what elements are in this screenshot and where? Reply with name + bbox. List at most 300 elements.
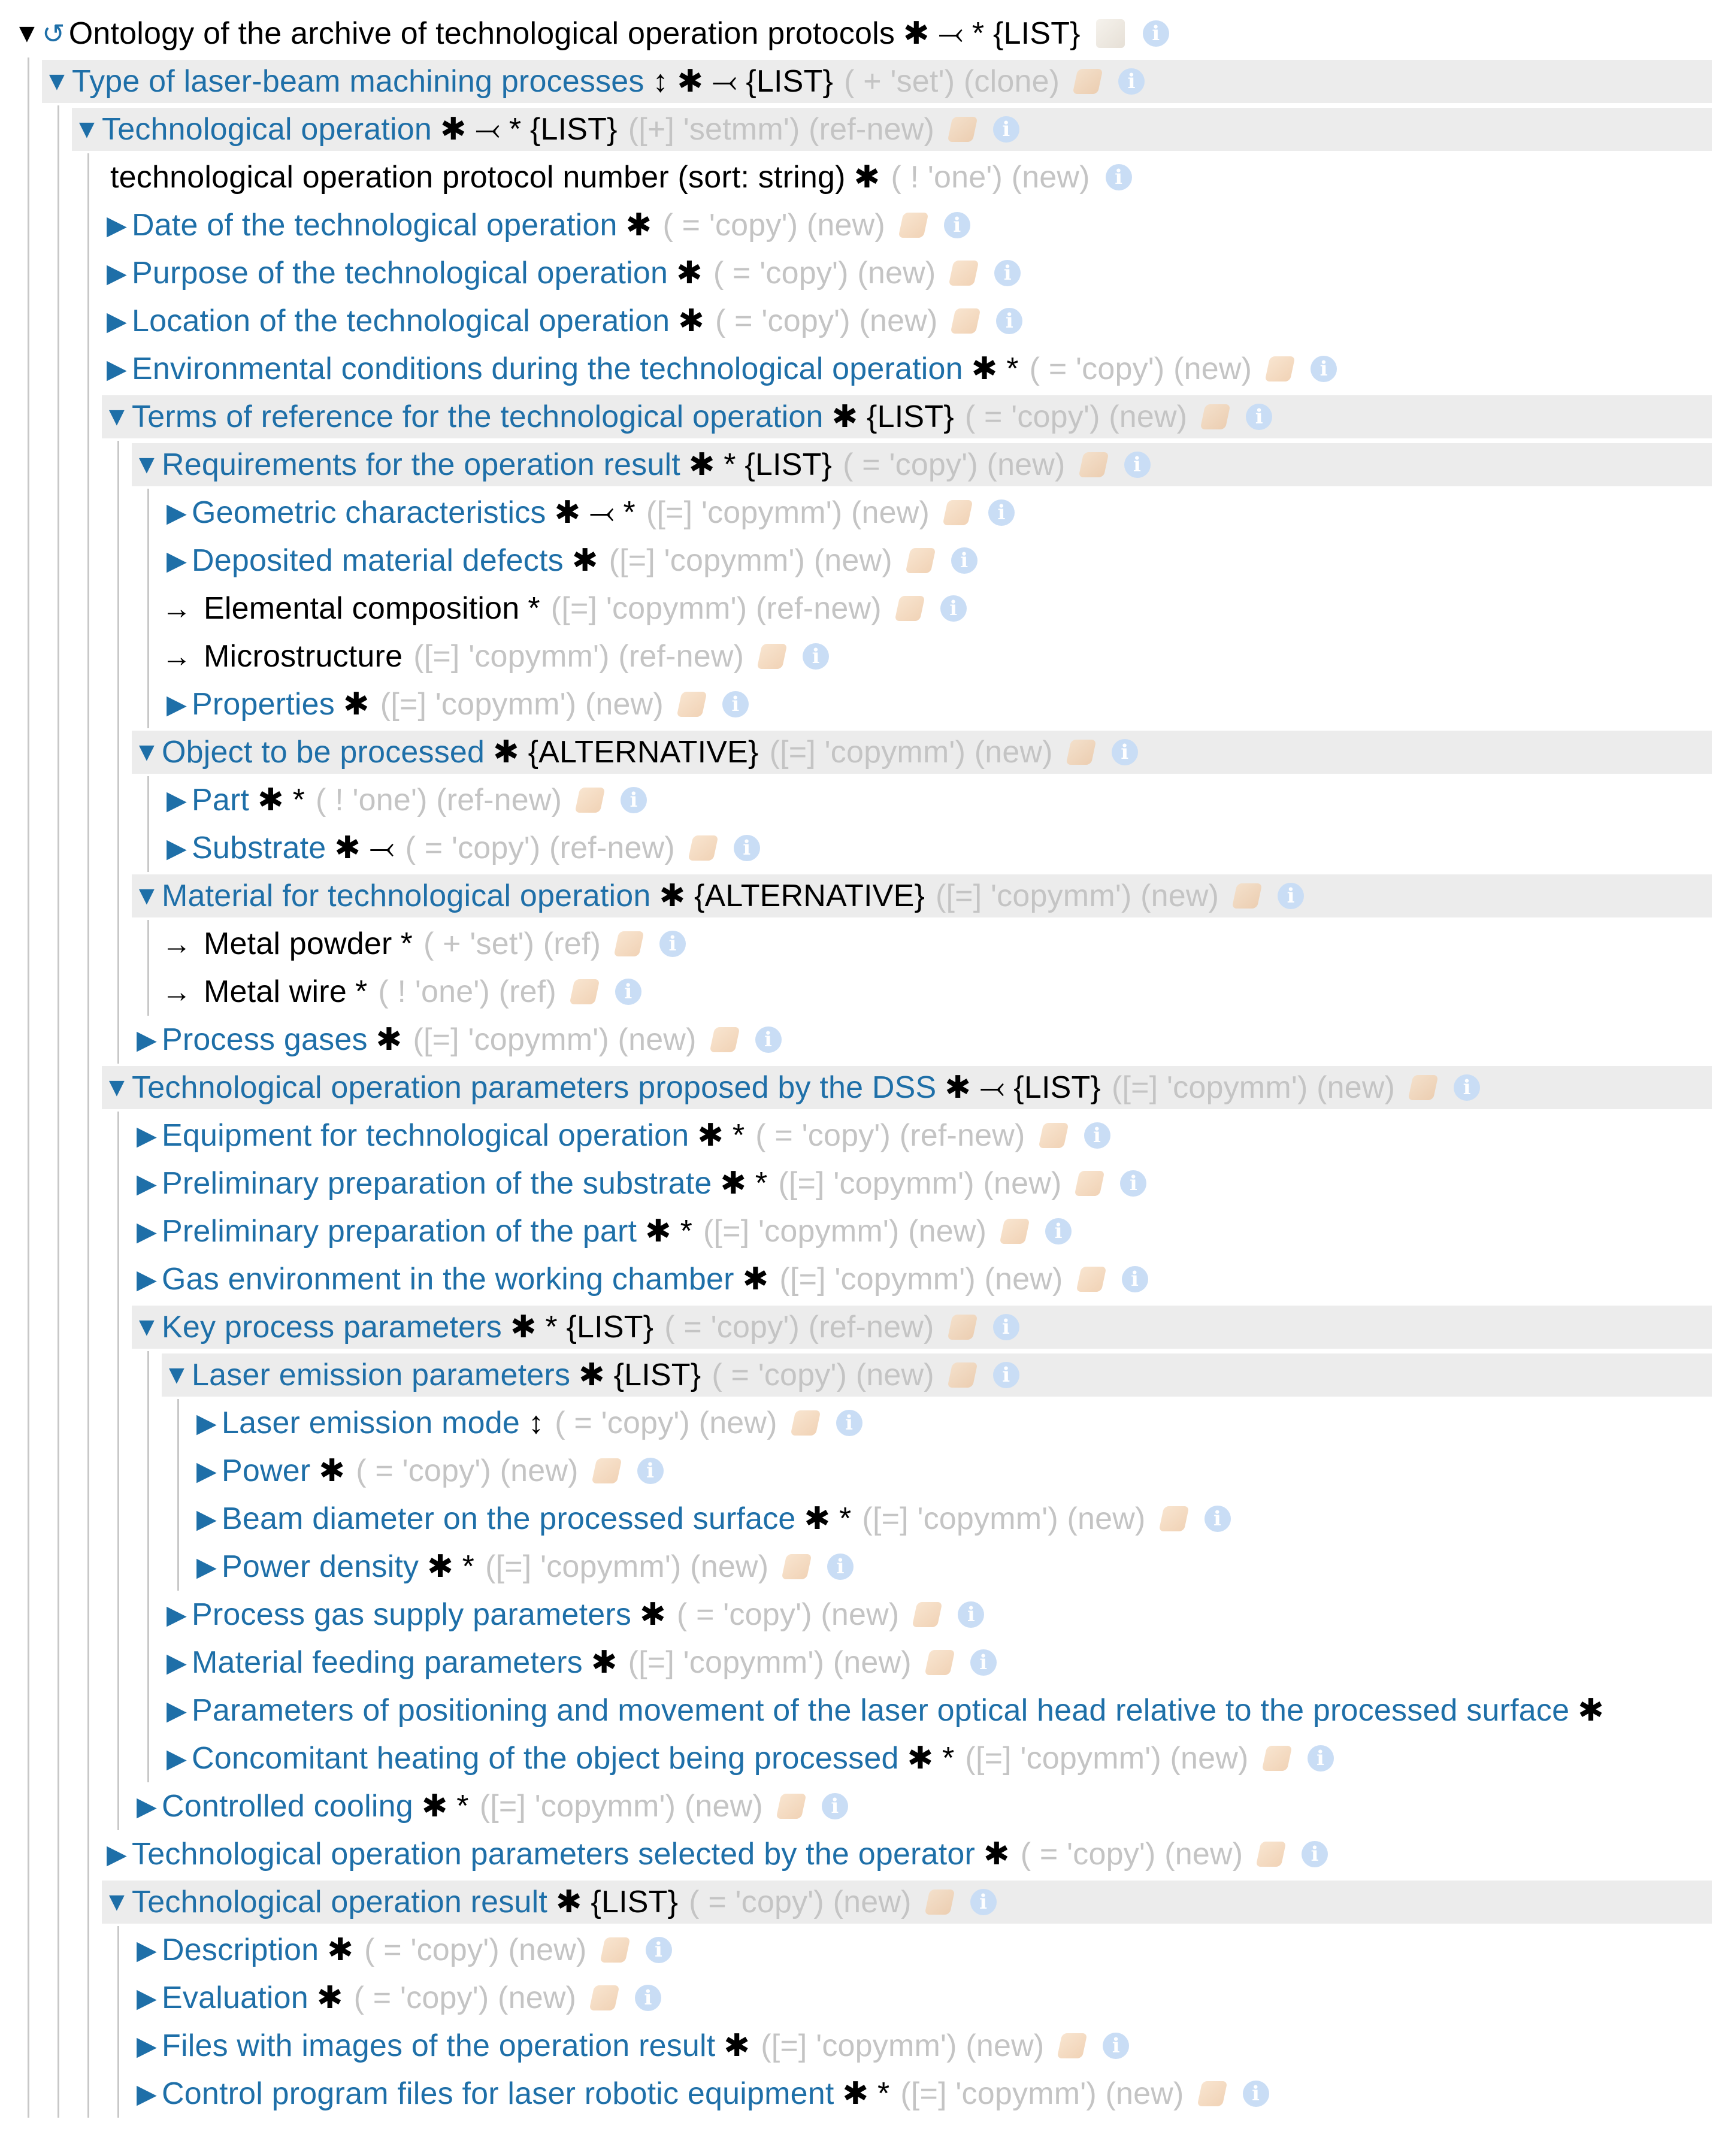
tree-node[interactable]	[192, 1495, 1231, 1543]
info-icon[interactable]: i	[1106, 164, 1132, 190]
tree-node[interactable]	[132, 1207, 1072, 1255]
info-icon[interactable]: i	[803, 643, 829, 670]
expand-toggle-icon[interactable]: ▶	[196, 1552, 217, 1582]
edit-icon[interactable]	[947, 1315, 977, 1340]
expand-toggle-icon[interactable]: ▶	[106, 306, 128, 336]
info-icon[interactable]: i	[722, 691, 749, 717]
info-icon[interactable]: i	[1246, 404, 1272, 430]
node-markers: ✱ {LIST}	[579, 1358, 701, 1392]
edit-icon[interactable]	[782, 1554, 812, 1579]
tree-node[interactable]	[102, 393, 1272, 441]
edit-icon[interactable]	[1408, 1075, 1439, 1100]
info-icon[interactable]: i	[1112, 739, 1138, 765]
node-cardinality: ([=] 'copymm') (new)	[862, 1501, 1146, 1536]
tree-node[interactable]	[192, 1399, 862, 1447]
info-icon[interactable]: i	[1311, 356, 1337, 382]
node-cardinality: ( = 'copy') (ref-new)	[755, 1118, 1025, 1153]
node-cardinality: ([+] 'setmm') (ref-new)	[628, 112, 934, 147]
node-actions	[927, 1889, 997, 1915]
tree-node[interactable]	[162, 968, 641, 1016]
info-icon[interactable]: i	[637, 1458, 664, 1484]
node-markers: ✱ ⤙	[334, 830, 395, 865]
node-cardinality: ([=] 'copymm') (ref-new)	[413, 639, 745, 674]
node-cardinality: ( + 'set') (ref)	[423, 926, 601, 961]
edit-icon[interactable]	[1197, 2081, 1227, 2106]
node-markers: ✱ *	[645, 1214, 693, 1249]
expand-toggle-icon[interactable]: ▶	[196, 1504, 217, 1534]
node-actions	[953, 308, 1022, 334]
tree-node[interactable]	[162, 776, 647, 824]
node-name[interactable]: Power	[222, 1454, 311, 1488]
node-markers: ✱ ⤙ *	[554, 495, 635, 530]
node-name[interactable]: Equipment for technological operation	[162, 1118, 689, 1153]
node-name[interactable]: Description	[162, 1933, 319, 1967]
info-icon[interactable]: i	[993, 1362, 1019, 1388]
node-name[interactable]: Technological operation result	[132, 1885, 547, 1919]
node-name[interactable]: Power density	[222, 1549, 419, 1584]
info-icon[interactable]: i	[970, 1889, 997, 1915]
node-actions	[1161, 1506, 1231, 1532]
node-cardinality: ( = 'copy') (new)	[689, 1885, 912, 1919]
node-actions	[679, 691, 749, 717]
info-icon[interactable]: i	[996, 308, 1022, 334]
node-name: Elemental composition	[204, 591, 520, 626]
expand-toggle-icon[interactable]: ▶	[136, 1983, 158, 2013]
info-icon[interactable]: i	[755, 1026, 782, 1053]
edit-icon[interactable]	[1232, 883, 1263, 909]
info-icon[interactable]: i	[1302, 1841, 1328, 1867]
tree-node[interactable]	[162, 1734, 1334, 1782]
info-icon[interactable]: i	[958, 1601, 984, 1628]
edit-icon[interactable]	[1057, 2033, 1088, 2058]
node-markers: ✱ *	[421, 1789, 469, 1824]
node-name[interactable]: Type of laser-beam machining processes	[72, 64, 644, 99]
info-icon[interactable]: i	[615, 979, 641, 1005]
info-icon[interactable]: i	[827, 1554, 854, 1580]
edit-icon[interactable]	[1256, 1842, 1287, 1867]
node-cardinality: ([=] 'copymm') (new)	[779, 1262, 1063, 1297]
node-actions	[1041, 1122, 1110, 1149]
node-name[interactable]: Process gas supply parameters	[192, 1597, 632, 1632]
collapse-toggle-icon[interactable]: ▼	[74, 114, 100, 144]
tree-node[interactable]	[102, 1064, 1480, 1112]
expand-toggle-icon[interactable]: ▶	[166, 689, 187, 719]
node-markers: ✱	[983, 1837, 1010, 1872]
node-name[interactable]: Technological operation parameters proposed by the DSS	[132, 1070, 937, 1105]
collapse-toggle-icon[interactable]: ▼	[104, 1073, 130, 1102]
edit-icon[interactable]	[600, 1937, 630, 1963]
info-icon[interactable]: i	[940, 595, 967, 622]
tree-node[interactable]	[102, 201, 970, 249]
tree-node[interactable]	[132, 1255, 1148, 1303]
collapse-toggle-icon[interactable]: ▼	[134, 881, 160, 910]
node-name[interactable]: Deposited material defects	[192, 543, 564, 578]
node-name[interactable]: Part	[192, 783, 250, 817]
node-actions	[572, 979, 641, 1005]
info-icon[interactable]: i	[951, 547, 977, 574]
tree-guide-line	[147, 920, 149, 1016]
node-name[interactable]: Date of the technological operation	[132, 208, 618, 243]
node-name[interactable]: Laser emission parameters	[192, 1358, 571, 1392]
node-name[interactable]: Process gases	[162, 1022, 368, 1057]
edit-icon[interactable]	[589, 1985, 620, 2010]
tree-node[interactable]	[132, 728, 1138, 776]
tree-node[interactable]	[162, 824, 760, 872]
node-actions	[950, 116, 1019, 143]
info-icon[interactable]: i	[822, 1793, 848, 1819]
node-name[interactable]: Requirements for the operation result	[162, 447, 680, 482]
expand-toggle-icon[interactable]: ▶	[136, 2079, 158, 2109]
info-icon[interactable]: i	[988, 499, 1015, 526]
collapse-toggle-icon[interactable]: ▼	[14, 19, 40, 48]
expand-toggle-icon[interactable]: ▶	[136, 1216, 158, 1246]
expand-toggle-icon[interactable]: ▶	[136, 1935, 158, 1965]
node-name[interactable]: Preliminary preparation of the substrate	[162, 1166, 712, 1201]
node-cardinality: ([=] 'copymm') (new)	[380, 687, 664, 722]
node-cardinality: ([=] 'copymm') (new)	[646, 495, 930, 530]
expand-toggle-icon[interactable]: ▶	[106, 258, 128, 288]
node-actions	[1069, 739, 1138, 765]
node-name: Metal powder	[204, 926, 392, 961]
node-actions	[603, 1937, 672, 1963]
info-icon[interactable]: i	[1205, 1506, 1231, 1532]
edit-icon[interactable]	[905, 548, 936, 573]
expand-toggle-icon[interactable]: ▶	[166, 1695, 187, 1725]
info-icon[interactable]: i	[836, 1410, 862, 1436]
node-actions	[691, 835, 760, 861]
tree-guide-line	[87, 153, 89, 2118]
edit-icon[interactable]	[676, 692, 707, 717]
tree-node[interactable]	[132, 2070, 1269, 2118]
info-icon[interactable]: i	[994, 260, 1021, 286]
tree-node[interactable]	[72, 105, 1019, 153]
tree-node[interactable]	[102, 1878, 997, 1926]
edit-icon[interactable]	[757, 644, 788, 669]
tree-node[interactable]	[162, 1639, 997, 1686]
node-name[interactable]: Preliminary preparation of the part	[162, 1214, 637, 1249]
expand-toggle-icon[interactable]: ▶	[106, 210, 128, 240]
info-icon[interactable]: i	[1084, 1122, 1110, 1149]
info-icon[interactable]: i	[1454, 1074, 1480, 1101]
info-icon[interactable]: i	[944, 212, 970, 238]
node-markers: *	[528, 591, 540, 626]
edit-icon[interactable]	[951, 308, 981, 334]
node-actions	[951, 260, 1021, 286]
edit-icon[interactable]	[948, 117, 978, 142]
node-actions	[950, 1362, 1019, 1388]
info-icon[interactable]: i	[1124, 452, 1151, 478]
edit-icon[interactable]	[898, 213, 928, 238]
expand-toggle-icon[interactable]: ▶	[196, 1456, 217, 1486]
tree-node[interactable]	[162, 537, 977, 585]
node-cardinality: ([=] 'copymm') (new)	[413, 1022, 697, 1057]
tree-node[interactable]	[42, 57, 1145, 105]
node-cardinality: ( ! 'one') (ref-new)	[316, 783, 562, 817]
expand-toggle-icon[interactable]: ▶	[196, 1408, 217, 1438]
node-markers: ✱	[724, 2028, 750, 2063]
node-cardinality: ( + 'set') (clone)	[844, 64, 1060, 99]
expand-toggle-icon[interactable]: ▶	[166, 546, 187, 576]
node-name[interactable]: Material feeding parameters	[192, 1645, 583, 1680]
node-markers: ↕	[528, 1406, 544, 1440]
edit-icon[interactable]	[949, 261, 979, 286]
expand-toggle-icon[interactable]: ▶	[136, 1264, 158, 1294]
pencil-icon[interactable]	[1096, 19, 1125, 48]
node-name[interactable]: Key process parameters	[162, 1310, 502, 1345]
info-icon[interactable]: i	[1103, 2033, 1129, 2059]
edit-icon[interactable]	[924, 1650, 955, 1675]
edit-icon[interactable]	[591, 1458, 622, 1483]
expand-toggle-icon[interactable]: ▶	[106, 1839, 128, 1869]
node-actions	[897, 595, 967, 622]
expand-toggle-icon[interactable]: ▶	[136, 1168, 158, 1198]
node-actions	[1411, 1074, 1480, 1101]
node-markers: ✱	[640, 1597, 666, 1632]
node-cardinality: ( = 'copy') (new)	[353, 1981, 577, 2015]
tree-node[interactable]	[132, 1974, 661, 2022]
collapse-toggle-icon[interactable]: ▼	[104, 1887, 130, 1916]
node-name[interactable]: Object to be processed	[162, 735, 485, 770]
edit-icon[interactable]	[943, 500, 973, 525]
node-cardinality: ([=] 'copymm') (new)	[1112, 1070, 1396, 1105]
node-cardinality: ( = 'copy') (new)	[712, 1358, 934, 1392]
node-name[interactable]: Evaluation	[162, 1981, 308, 2015]
node-actions	[577, 787, 647, 813]
node-markers: ✱ *	[427, 1549, 475, 1584]
node-actions	[1203, 404, 1272, 430]
info-icon[interactable]: i	[621, 787, 647, 813]
tree-node[interactable]	[192, 1447, 664, 1495]
node-markers: ✱	[854, 160, 880, 195]
node-name[interactable]: Parameters of positioning and movement of the laser optical head relative to the processed surface	[192, 1693, 1570, 1728]
reference-arrow-icon: →	[162, 640, 192, 673]
node-name[interactable]: Environmental conditions during the technological operation	[132, 352, 963, 386]
tree-node[interactable]	[162, 680, 749, 728]
node-name[interactable]: Technological operation parameters selected by the operator	[132, 1837, 975, 1872]
info-icon[interactable]: i	[1118, 68, 1145, 95]
node-name[interactable]: Material for technological operation	[162, 879, 651, 913]
tree-node[interactable]	[132, 441, 1151, 489]
node-actions	[901, 212, 970, 238]
node-actions	[594, 1458, 664, 1484]
tree-node[interactable]	[132, 1159, 1146, 1207]
edit-icon[interactable]	[1200, 404, 1231, 429]
expand-toggle-icon[interactable]: ▶	[136, 1791, 158, 1821]
tree-guide-line	[117, 1926, 119, 2118]
node-markers: ✱	[591, 1645, 618, 1680]
node-cardinality: ( = 'copy') (new)	[662, 208, 885, 243]
tree-node[interactable]	[132, 1782, 848, 1830]
tree-node[interactable]	[132, 2022, 1129, 2070]
tree-node[interactable]	[192, 1543, 854, 1591]
node-name[interactable]: Controlled cooling	[162, 1789, 413, 1824]
node-markers: ✱	[1578, 1693, 1604, 1728]
node-cardinality: ([=] 'copymm') (new)	[761, 2028, 1045, 2063]
tree-node[interactable]	[12, 10, 1169, 57]
node-markers: *	[355, 974, 368, 1009]
tree-node[interactable]	[132, 872, 1304, 920]
node-name[interactable]: Substrate	[192, 831, 326, 865]
info-icon[interactable]: i	[993, 1314, 1019, 1340]
tree-node[interactable]	[102, 153, 1132, 201]
edit-icon[interactable]	[790, 1410, 821, 1436]
edit-icon[interactable]	[947, 1362, 977, 1388]
tree-node[interactable]	[132, 1016, 782, 1064]
tree-node[interactable]	[102, 1830, 1328, 1878]
edit-icon[interactable]	[688, 835, 718, 861]
edit-icon[interactable]	[614, 931, 644, 956]
edit-icon[interactable]	[894, 596, 925, 621]
node-name: Ontology of the archive of technological operation protocols	[68, 16, 895, 51]
node-markers: ✱ * {LIST}	[510, 1310, 654, 1345]
node-markers: ✱ *	[971, 352, 1019, 386]
tree-guide-line	[147, 489, 149, 728]
info-icon[interactable]: i	[734, 835, 760, 861]
refresh-icon[interactable]: ↺	[42, 18, 65, 49]
edit-icon[interactable]	[1075, 1171, 1105, 1196]
edit-icon[interactable]	[1261, 1746, 1292, 1771]
tree-node[interactable]	[162, 1686, 1604, 1734]
expand-toggle-icon[interactable]: ▶	[166, 1743, 187, 1773]
expand-toggle-icon[interactable]: ▶	[136, 1121, 158, 1150]
tree-guide-line	[177, 1399, 179, 1591]
node-cardinality: ( = 'copy') (ref-new)	[664, 1310, 934, 1345]
collapse-toggle-icon[interactable]: ▼	[164, 1360, 190, 1389]
node-name[interactable]: Location of the technological operation	[132, 304, 670, 338]
node-name[interactable]: Purpose of the technological operation	[132, 256, 668, 290]
node-actions	[915, 1601, 984, 1628]
tree-node[interactable]	[162, 585, 967, 632]
edit-icon[interactable]	[924, 1889, 955, 1915]
expand-toggle-icon[interactable]: ▶	[166, 833, 187, 863]
info-icon[interactable]: i	[1143, 20, 1169, 47]
info-icon[interactable]: i	[659, 931, 686, 957]
edit-icon[interactable]	[776, 1794, 806, 1819]
node-markers: ✱ *	[720, 1166, 768, 1201]
node-actions	[592, 1985, 661, 2011]
node-markers: ✱	[678, 304, 705, 338]
edit-icon[interactable]	[1076, 1267, 1106, 1292]
node-markers: *	[400, 926, 413, 961]
tree-node[interactable]	[102, 249, 1021, 297]
collapse-toggle-icon[interactable]: ▼	[134, 450, 160, 479]
expand-toggle-icon[interactable]: ▶	[166, 1648, 187, 1677]
info-icon[interactable]: i	[1122, 1266, 1148, 1292]
node-markers: ✱	[319, 1454, 346, 1488]
info-icon[interactable]: i	[1243, 2081, 1269, 2107]
edit-icon[interactable]	[709, 1027, 740, 1052]
node-name[interactable]: Files with images of the operation result	[162, 2028, 716, 2063]
node-name[interactable]: Control program files for laser robotic equipment	[162, 2076, 834, 2111]
edit-icon[interactable]	[1000, 1219, 1030, 1244]
node-markers: ✱	[376, 1022, 402, 1057]
info-icon[interactable]: i	[635, 1985, 661, 2011]
expand-toggle-icon[interactable]: ▶	[106, 354, 128, 384]
edit-icon[interactable]	[575, 788, 606, 813]
node-name[interactable]: Geometric characteristics	[192, 495, 546, 530]
node-name[interactable]: Properties	[192, 687, 335, 722]
expand-toggle-icon[interactable]: ▶	[136, 2031, 158, 2061]
node-markers: ✱ *	[907, 1741, 955, 1776]
info-icon[interactable]: i	[1045, 1218, 1072, 1244]
node-markers: ✱ *	[842, 2076, 890, 2111]
node-cardinality: ([=] 'copymm') (new)	[769, 735, 1053, 770]
tree-node[interactable]	[132, 1926, 672, 1974]
node-cardinality: ( = 'copy') (new)	[1020, 1837, 1243, 1872]
node-name[interactable]: Gas environment in the working chamber	[162, 1262, 734, 1297]
edit-icon[interactable]	[1066, 740, 1096, 765]
info-icon[interactable]: i	[1120, 1170, 1146, 1197]
info-icon[interactable]: i	[970, 1649, 997, 1676]
node-actions	[1258, 1841, 1328, 1867]
info-icon[interactable]: i	[1308, 1745, 1334, 1772]
node-name: technological operation protocol number (sort: string)	[110, 160, 846, 195]
node-markers: ✱	[571, 543, 598, 578]
node-cardinality: ( = 'copy') (new)	[356, 1454, 579, 1488]
node-name[interactable]: Laser emission mode	[222, 1406, 520, 1440]
collapse-toggle-icon[interactable]: ▼	[44, 66, 70, 96]
collapse-toggle-icon[interactable]: ▼	[134, 737, 160, 767]
tree-node[interactable]	[162, 489, 1015, 537]
tree-node[interactable]	[162, 632, 829, 680]
collapse-toggle-icon[interactable]: ▼	[104, 402, 130, 431]
node-cardinality: ( ! 'one') (new)	[891, 160, 1090, 195]
tree-node[interactable]	[132, 1303, 1019, 1351]
tree-node[interactable]	[162, 1591, 984, 1639]
tree-node[interactable]	[162, 1351, 1019, 1399]
node-markers: ✱ *	[258, 783, 305, 817]
edit-icon[interactable]	[1158, 1506, 1189, 1531]
edit-icon[interactable]	[912, 1602, 943, 1627]
node-markers: ✱	[676, 256, 703, 290]
tree-node[interactable]	[102, 345, 1337, 393]
edit-icon[interactable]	[1078, 452, 1109, 477]
node-actions	[1002, 1218, 1072, 1244]
node-markers: ✱ {LIST}	[555, 1885, 679, 1919]
expand-toggle-icon[interactable]: ▶	[166, 1600, 187, 1630]
info-icon[interactable]: i	[646, 1937, 672, 1963]
edit-icon[interactable]	[1038, 1123, 1069, 1148]
reference-arrow-icon: →	[162, 592, 192, 625]
tree-node[interactable]	[102, 297, 1022, 345]
info-icon[interactable]: i	[993, 116, 1019, 143]
tree-node[interactable]	[132, 1112, 1110, 1159]
node-name[interactable]: Beam diameter on the processed surface	[222, 1501, 796, 1536]
expand-toggle-icon[interactable]: ▶	[166, 785, 187, 815]
expand-toggle-icon[interactable]: ▶	[166, 498, 187, 528]
expand-toggle-icon[interactable]: ▶	[136, 1025, 158, 1055]
node-markers: ✱ *	[804, 1501, 852, 1536]
node-actions	[1075, 68, 1145, 95]
edit-icon[interactable]	[1073, 69, 1103, 94]
node-actions	[1234, 883, 1304, 909]
node-actions	[1200, 2081, 1269, 2107]
node-name[interactable]: Terms of reference for the technological operation	[132, 399, 824, 434]
tree-node[interactable]	[162, 920, 686, 968]
node-name[interactable]: Technological operation	[102, 112, 432, 147]
info-icon[interactable]: i	[1278, 883, 1304, 909]
node-actions	[1079, 1266, 1148, 1292]
node-actions	[779, 1793, 848, 1819]
node-name[interactable]: Concomitant heating of the object being processed	[192, 1741, 899, 1776]
tree-guide-line	[117, 441, 119, 1064]
node-cardinality: ([=] 'copymm') (new)	[609, 543, 892, 578]
node-cardinality: ( = 'copy') (new)	[364, 1933, 587, 1967]
edit-icon[interactable]	[1265, 356, 1296, 381]
node-markers: ✱	[327, 1933, 354, 1967]
collapse-toggle-icon[interactable]: ▼	[134, 1312, 160, 1342]
edit-icon[interactable]	[569, 979, 600, 1004]
